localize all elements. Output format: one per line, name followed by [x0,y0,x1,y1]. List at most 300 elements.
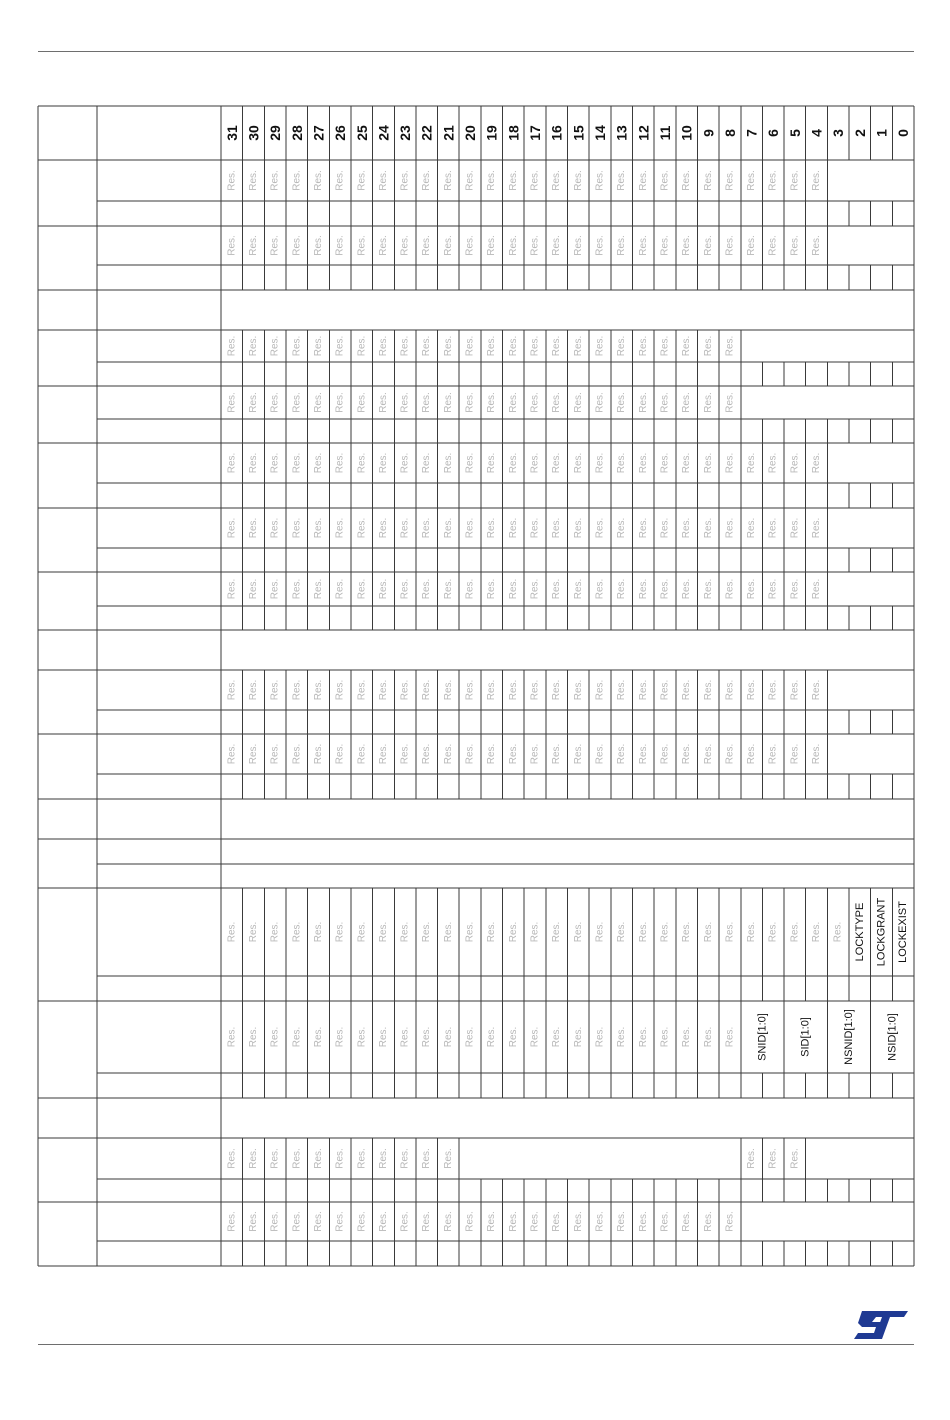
reserved-bit-18: Res. [507,170,519,191]
field-lockgrant: LOCKGRANT [875,897,888,967]
reserved-bit-18: Res. [507,392,519,413]
reserved-bit-6: Res. [767,578,779,600]
reserved-bit-22: Res. [421,1148,433,1169]
reserved-bit-17: Res. [529,679,541,701]
reserved-bit-9: Res. [702,392,714,413]
reserved-bit-11: Res. [659,517,671,539]
reserved-bit-24: Res. [377,452,389,474]
bit-number-14: 14 [591,125,608,141]
bit-number-2: 2 [851,129,868,137]
reserved-bit-12: Res. [637,1026,649,1048]
reserved-bit-22: Res. [421,392,433,413]
bit-number-28: 28 [288,125,305,141]
reserved-bit-31: Res. [226,335,238,357]
reserved-bit-10: Res. [681,743,693,765]
reserved-bit-15: Res. [572,743,584,765]
reserved-bit-16: Res. [551,170,563,191]
reserved-bit-24: Res. [377,921,389,943]
reserved-bit-28: Res. [291,335,303,357]
reserved-bit-5: Res. [789,452,801,474]
reserved-bit-23: Res. [399,235,411,256]
reserved-bit-17: Res. [529,1211,541,1232]
reserved-bit-16: Res. [551,578,563,600]
reserved-bit-16: Res. [551,743,563,765]
reserved-bit-5: Res. [789,170,801,191]
reserved-bit-29: Res. [269,452,281,474]
reserved-bit-21: Res. [442,1211,454,1232]
reserved-bit-31: Res. [226,452,238,474]
reserved-bit-21: Res. [442,743,454,765]
reserved-bit-25: Res. [356,335,368,357]
reserved-bit-25: Res. [356,392,368,413]
reserved-bit-27: Res. [312,578,324,600]
reserved-bit-31: Res. [226,170,238,191]
reserved-bit-25: Res. [356,1148,368,1169]
bit-number-13: 13 [613,125,630,141]
reserved-bit-16: Res. [551,392,563,413]
reserved-bit-6: Res. [767,1148,779,1169]
reserved-bit-19: Res. [486,1026,498,1048]
bit-number-18: 18 [505,125,522,141]
reserved-bit-12: Res. [637,679,649,701]
reserved-bit-5: Res. [789,578,801,600]
reserved-bit-13: Res. [616,392,628,413]
reserved-bit-12: Res. [637,743,649,765]
reserved-bit-14: Res. [594,170,606,191]
reserved-bit-6: Res. [767,170,779,191]
reserved-bit-5: Res. [789,1148,801,1169]
reserved-bit-8: Res. [724,578,736,600]
reserved-bit-30: Res. [247,1211,259,1232]
reserved-bit-8: Res. [724,1026,736,1048]
reserved-bit-29: Res. [269,517,281,539]
reserved-bit-12: Res. [637,1211,649,1232]
reserved-bit-27: Res. [312,1211,324,1232]
reserved-bit-28: Res. [291,679,303,701]
reserved-bit-8: Res. [724,1211,736,1232]
reserved-bit-19: Res. [486,743,498,765]
reserved-bit-26: Res. [334,921,346,943]
reserved-bit-29: Res. [269,743,281,765]
bit-number-4: 4 [808,129,825,137]
reserved-bit-21: Res. [442,170,454,191]
reserved-bit-27: Res. [312,1026,324,1048]
reserved-bit-13: Res. [616,170,628,191]
reserved-bit-4: Res. [811,679,823,701]
bit-number-6: 6 [765,129,782,137]
field-nsid-1-0-: NSID[1:0] [886,1013,899,1061]
reserved-bit-16: Res. [551,335,563,357]
reserved-bit-24: Res. [377,517,389,539]
reserved-bit-8: Res. [724,392,736,413]
reserved-bit-15: Res. [572,170,584,191]
reserved-bit-24: Res. [377,392,389,413]
field-locktype: LOCKTYPE [853,902,866,962]
reserved-bit-7: Res. [746,679,758,701]
reserved-bit-31: Res. [226,1026,238,1048]
reserved-bit-15: Res. [572,452,584,474]
reserved-bit-18: Res. [507,1211,519,1232]
reserved-bit-23: Res. [399,679,411,701]
reserved-bit-25: Res. [356,578,368,600]
reserved-bit-23: Res. [399,921,411,943]
reserved-bit-11: Res. [659,921,671,943]
reserved-bit-31: Res. [226,578,238,600]
bit-number-0: 0 [895,129,912,137]
reserved-bit-15: Res. [572,335,584,357]
reserved-bit-26: Res. [334,235,346,256]
reserved-bit-24: Res. [377,679,389,701]
reserved-bit-6: Res. [767,235,779,256]
reserved-bit-24: Res. [377,235,389,256]
reserved-bit-13: Res. [616,1211,628,1232]
reserved-bit-6: Res. [767,452,779,474]
reserved-bit-19: Res. [486,921,498,943]
reserved-bit-21: Res. [442,679,454,701]
reserved-bit-11: Res. [659,578,671,600]
reserved-bit-23: Res. [399,335,411,357]
reserved-bit-16: Res. [551,235,563,256]
reserved-bit-9: Res. [702,335,714,357]
reserved-bit-10: Res. [681,679,693,701]
reserved-bit-21: Res. [442,452,454,474]
reserved-bit-19: Res. [486,1211,498,1232]
reserved-bit-9: Res. [702,679,714,701]
reserved-bit-16: Res. [551,452,563,474]
reserved-bit-25: Res. [356,743,368,765]
reserved-bit-31: Res. [226,679,238,701]
reserved-bit-28: Res. [291,517,303,539]
reserved-bit-14: Res. [594,1211,606,1232]
reserved-bit-17: Res. [529,452,541,474]
reserved-bit-8: Res. [724,335,736,357]
reserved-bit-8: Res. [724,452,736,474]
reserved-bit-10: Res. [681,235,693,256]
reserved-bit-10: Res. [681,578,693,600]
reserved-bit-13: Res. [616,679,628,701]
reserved-bit-10: Res. [681,392,693,413]
reserved-bit-26: Res. [334,1211,346,1232]
reserved-bit-26: Res. [334,392,346,413]
reserved-bit-19: Res. [486,392,498,413]
reserved-bit-5: Res. [789,743,801,765]
reserved-bit-25: Res. [356,679,368,701]
reserved-bit-27: Res. [312,921,324,943]
reserved-bit-26: Res. [334,578,346,600]
reserved-bit-6: Res. [767,679,779,701]
reserved-bit-19: Res. [486,452,498,474]
reserved-bit-6: Res. [767,921,779,943]
reserved-bit-17: Res. [529,578,541,600]
bit-number-12: 12 [635,125,652,141]
reserved-bit-14: Res. [594,1026,606,1048]
reserved-bit-8: Res. [724,921,736,943]
bit-number-3: 3 [830,129,847,137]
bit-number-17: 17 [527,125,544,141]
reserved-bit-12: Res. [637,921,649,943]
reserved-bit-3: Res. [832,921,844,943]
reserved-bit-23: Res. [399,1148,411,1169]
reserved-bit-7: Res. [746,170,758,191]
reserved-bit-21: Res. [442,335,454,357]
reserved-bit-30: Res. [247,578,259,600]
reserved-bit-30: Res. [247,170,259,191]
reserved-bit-26: Res. [334,170,346,191]
st-logo [852,1309,910,1341]
reserved-bit-26: Res. [334,1026,346,1048]
reserved-bit-22: Res. [421,921,433,943]
reserved-bit-11: Res. [659,743,671,765]
reserved-bit-11: Res. [659,335,671,357]
reserved-bit-16: Res. [551,517,563,539]
bit-number-22: 22 [418,125,435,141]
reserved-bit-26: Res. [334,335,346,357]
reserved-bit-17: Res. [529,517,541,539]
reserved-bit-17: Res. [529,921,541,943]
reserved-bit-29: Res. [269,1211,281,1232]
reserved-bit-4: Res. [811,743,823,765]
reserved-bit-22: Res. [421,452,433,474]
reserved-bit-10: Res. [681,921,693,943]
reserved-bit-19: Res. [486,679,498,701]
reserved-bit-17: Res. [529,335,541,357]
bit-number-9: 9 [700,129,717,137]
reserved-bit-27: Res. [312,235,324,256]
reserved-bit-5: Res. [789,921,801,943]
reserved-bit-20: Res. [464,335,476,357]
reserved-bit-15: Res. [572,392,584,413]
bit-number-11: 11 [656,125,673,141]
reserved-bit-18: Res. [507,921,519,943]
reserved-bit-22: Res. [421,1211,433,1232]
reserved-bit-21: Res. [442,235,454,256]
reserved-bit-22: Res. [421,170,433,191]
reserved-bit-23: Res. [399,1211,411,1232]
reserved-bit-15: Res. [572,517,584,539]
reserved-bit-6: Res. [767,743,779,765]
reserved-bit-27: Res. [312,452,324,474]
reserved-bit-17: Res. [529,743,541,765]
reserved-bit-29: Res. [269,578,281,600]
reserved-bit-4: Res. [811,235,823,256]
reserved-bit-27: Res. [312,170,324,191]
reserved-bit-4: Res. [811,517,823,539]
reserved-bit-18: Res. [507,452,519,474]
reserved-bit-21: Res. [442,921,454,943]
reserved-bit-26: Res. [334,743,346,765]
reserved-bit-20: Res. [464,1026,476,1048]
reserved-bit-5: Res. [789,235,801,256]
reserved-bit-7: Res. [746,921,758,943]
reserved-bit-23: Res. [399,1026,411,1048]
reserved-bit-11: Res. [659,452,671,474]
reserved-bit-9: Res. [702,452,714,474]
reserved-bit-17: Res. [529,392,541,413]
reserved-bit-4: Res. [811,578,823,600]
bit-number-15: 15 [570,125,587,141]
reserved-bit-30: Res. [247,335,259,357]
reserved-bit-19: Res. [486,578,498,600]
reserved-bit-10: Res. [681,170,693,191]
bit-number-31: 31 [223,125,240,141]
reserved-bit-20: Res. [464,578,476,600]
bit-number-16: 16 [548,125,565,141]
reserved-bit-12: Res. [637,517,649,539]
reserved-bit-20: Res. [464,679,476,701]
reserved-bit-7: Res. [746,743,758,765]
reserved-bit-22: Res. [421,578,433,600]
bit-number-21: 21 [440,125,457,141]
reserved-bit-13: Res. [616,743,628,765]
reserved-bit-11: Res. [659,392,671,413]
reserved-bit-27: Res. [312,679,324,701]
reserved-bit-5: Res. [789,679,801,701]
reserved-bit-25: Res. [356,921,368,943]
reserved-bit-13: Res. [616,235,628,256]
reserved-bit-14: Res. [594,921,606,943]
reserved-bit-22: Res. [421,235,433,256]
reserved-bit-28: Res. [291,1211,303,1232]
reserved-bit-10: Res. [681,1211,693,1232]
reserved-bit-20: Res. [464,743,476,765]
reserved-bit-29: Res. [269,1026,281,1048]
reserved-bit-10: Res. [681,452,693,474]
reserved-bit-11: Res. [659,1026,671,1048]
bit-number-10: 10 [678,125,695,141]
reserved-bit-8: Res. [724,517,736,539]
bit-number-29: 29 [267,125,284,141]
reserved-bit-12: Res. [637,335,649,357]
field-sid-1-0-: SID[1:0] [799,1017,812,1057]
reserved-bit-17: Res. [529,235,541,256]
reserved-bit-31: Res. [226,235,238,256]
reserved-bit-31: Res. [226,517,238,539]
reserved-bit-30: Res. [247,392,259,413]
reserved-bit-29: Res. [269,679,281,701]
bit-number-19: 19 [483,125,500,141]
reserved-bit-9: Res. [702,743,714,765]
reserved-bit-28: Res. [291,1148,303,1169]
reserved-bit-30: Res. [247,743,259,765]
reserved-bit-14: Res. [594,517,606,539]
reserved-bit-28: Res. [291,170,303,191]
reserved-bit-14: Res. [594,452,606,474]
reserved-bit-17: Res. [529,1026,541,1048]
reserved-bit-30: Res. [247,235,259,256]
reserved-bit-27: Res. [312,335,324,357]
reserved-bit-20: Res. [464,170,476,191]
reserved-bit-18: Res. [507,235,519,256]
reserved-bit-12: Res. [637,452,649,474]
reserved-bit-27: Res. [312,743,324,765]
reserved-bit-23: Res. [399,452,411,474]
reserved-bit-29: Res. [269,1148,281,1169]
reserved-bit-13: Res. [616,921,628,943]
bit-number-24: 24 [375,125,392,141]
reserved-bit-14: Res. [594,235,606,256]
reserved-bit-24: Res. [377,743,389,765]
reserved-bit-12: Res. [637,170,649,191]
reserved-bit-19: Res. [486,235,498,256]
reserved-bit-28: Res. [291,235,303,256]
reserved-bit-31: Res. [226,1211,238,1232]
reserved-bit-26: Res. [334,1148,346,1169]
reserved-bit-21: Res. [442,1148,454,1169]
reserved-bit-24: Res. [377,1026,389,1048]
reserved-bit-10: Res. [681,1026,693,1048]
reserved-bit-11: Res. [659,235,671,256]
reserved-bit-30: Res. [247,679,259,701]
reserved-bit-29: Res. [269,392,281,413]
reserved-bit-7: Res. [746,452,758,474]
bit-number-25: 25 [353,125,370,141]
reserved-bit-16: Res. [551,921,563,943]
reserved-bit-22: Res. [421,743,433,765]
reserved-bit-14: Res. [594,392,606,413]
reserved-bit-26: Res. [334,679,346,701]
reserved-bit-19: Res. [486,170,498,191]
reserved-bit-24: Res. [377,1211,389,1232]
reserved-bit-14: Res. [594,743,606,765]
reserved-bit-21: Res. [442,578,454,600]
reserved-bit-15: Res. [572,679,584,701]
reserved-bit-18: Res. [507,335,519,357]
reserved-bit-10: Res. [681,335,693,357]
reserved-bit-20: Res. [464,517,476,539]
reserved-bit-15: Res. [572,1211,584,1232]
reserved-bit-24: Res. [377,335,389,357]
bit-number-1: 1 [873,129,890,137]
reserved-bit-9: Res. [702,921,714,943]
reserved-bit-31: Res. [226,392,238,413]
reserved-bit-11: Res. [659,1211,671,1232]
reserved-bit-4: Res. [811,452,823,474]
bit-number-26: 26 [332,125,349,141]
reserved-bit-23: Res. [399,170,411,191]
bit-number-30: 30 [245,125,262,141]
reserved-bit-25: Res. [356,452,368,474]
reserved-bit-18: Res. [507,679,519,701]
reserved-bit-30: Res. [247,921,259,943]
reserved-bit-25: Res. [356,1211,368,1232]
reserved-bit-20: Res. [464,1211,476,1232]
bit-number-8: 8 [721,129,738,137]
reserved-bit-31: Res. [226,1148,238,1169]
reserved-bit-21: Res. [442,392,454,413]
bit-number-27: 27 [310,125,327,141]
reserved-bit-23: Res. [399,392,411,413]
reserved-bit-18: Res. [507,743,519,765]
reserved-bit-4: Res. [811,170,823,191]
reserved-bit-16: Res. [551,679,563,701]
reserved-bit-31: Res. [226,921,238,943]
reserved-bit-7: Res. [746,235,758,256]
reserved-bit-23: Res. [399,578,411,600]
reserved-bit-11: Res. [659,170,671,191]
reserved-bit-19: Res. [486,517,498,539]
reserved-bit-16: Res. [551,1211,563,1232]
reserved-bit-27: Res. [312,392,324,413]
reserved-bit-25: Res. [356,170,368,191]
reserved-bit-11: Res. [659,679,671,701]
reserved-bit-7: Res. [746,517,758,539]
reserved-bit-29: Res. [269,921,281,943]
reserved-bit-9: Res. [702,578,714,600]
reserved-bit-27: Res. [312,1148,324,1169]
reserved-bit-28: Res. [291,392,303,413]
reserved-bit-25: Res. [356,517,368,539]
reserved-bit-23: Res. [399,743,411,765]
